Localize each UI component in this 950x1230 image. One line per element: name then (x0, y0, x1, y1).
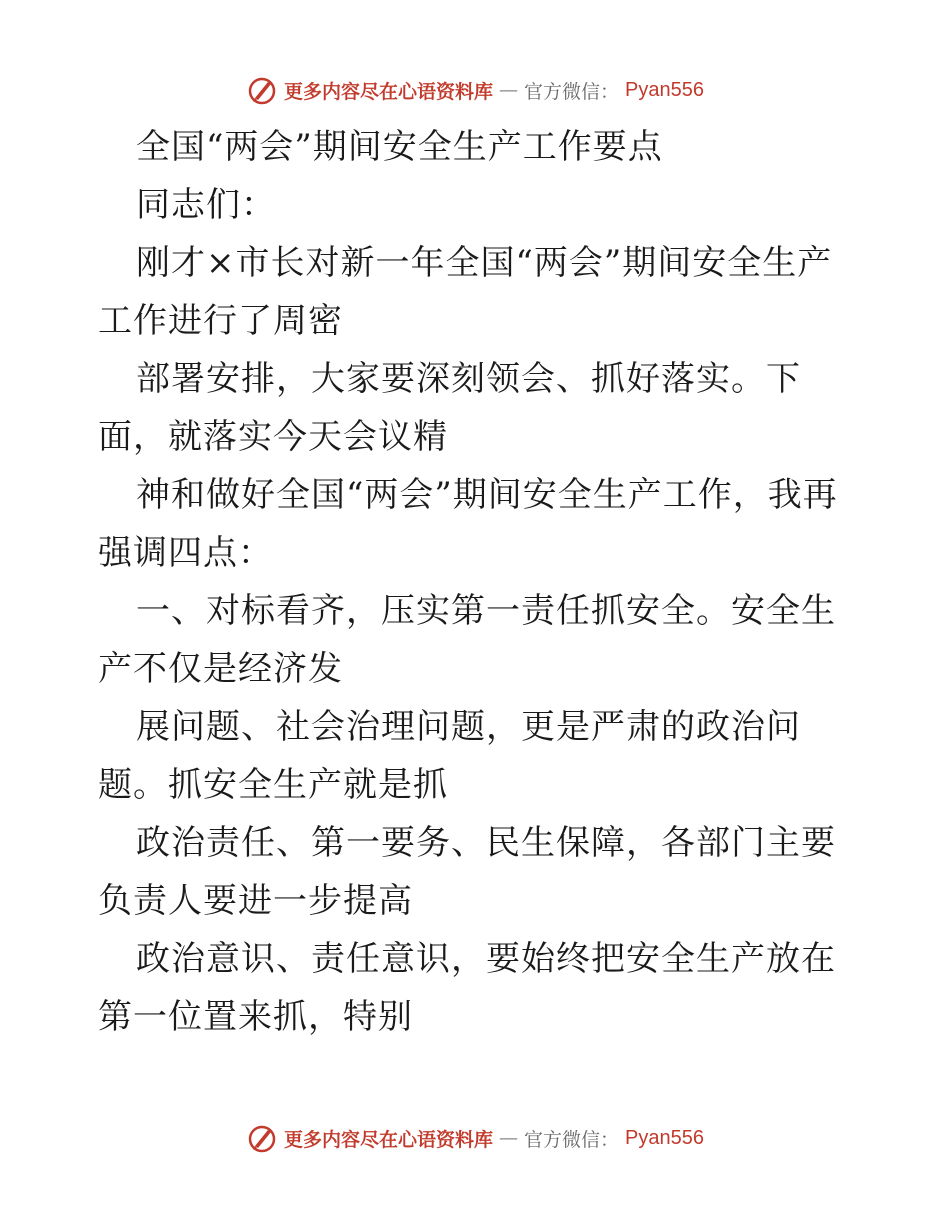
watermark-separator: — (499, 1127, 519, 1149)
watermark-label: 官方微信： (524, 1128, 620, 1151)
paragraph: 同志们： (136, 185, 276, 225)
paragraph: 政治责任、第一要务、民生保障，各部门主要负责人要进一步提高 (98, 823, 836, 921)
paragraph: 展问题、社会治理问题，更是严肃的政治问题。抓安全生产就是抓 (98, 707, 801, 805)
footer-watermark (0, 1118, 950, 1158)
document-body (98, 118, 858, 1046)
watermark-main-text: 更多内容尽在心语资料库 (284, 1128, 494, 1151)
paragraph: 神和做好全国“两会”期间安全生产工作，我再强调四点： (98, 475, 838, 573)
paragraph: 部署安排，大家要深刻领会、抓好落实。下面，就落实今天会议精 (98, 359, 801, 457)
paragraph: 一、对标看齐，压实第一责任抓安全。安全生产不仅是经济发 (98, 591, 836, 689)
watermark-id: Pyan556 (625, 1126, 704, 1149)
header-watermark (0, 70, 950, 110)
watermark-main-text: 更多内容尽在心语资料库 (284, 80, 494, 103)
watermark-id: Pyan556 (625, 78, 704, 101)
paragraph: 刚才×市长对新一年全国“两会”期间安全生产工作进行了周密 (98, 243, 833, 341)
watermark-label: 官方微信： (524, 80, 620, 103)
quill-pen-circle-icon (246, 1122, 278, 1154)
quill-pen-circle-icon (246, 74, 278, 106)
watermark-separator: — (499, 79, 519, 101)
paragraph: 政治意识、责任意识，要始终把安全生产放在第一位置来抓，特别 (98, 939, 836, 1037)
document-title: 全国“两会”期间安全生产工作要点 (136, 127, 663, 167)
